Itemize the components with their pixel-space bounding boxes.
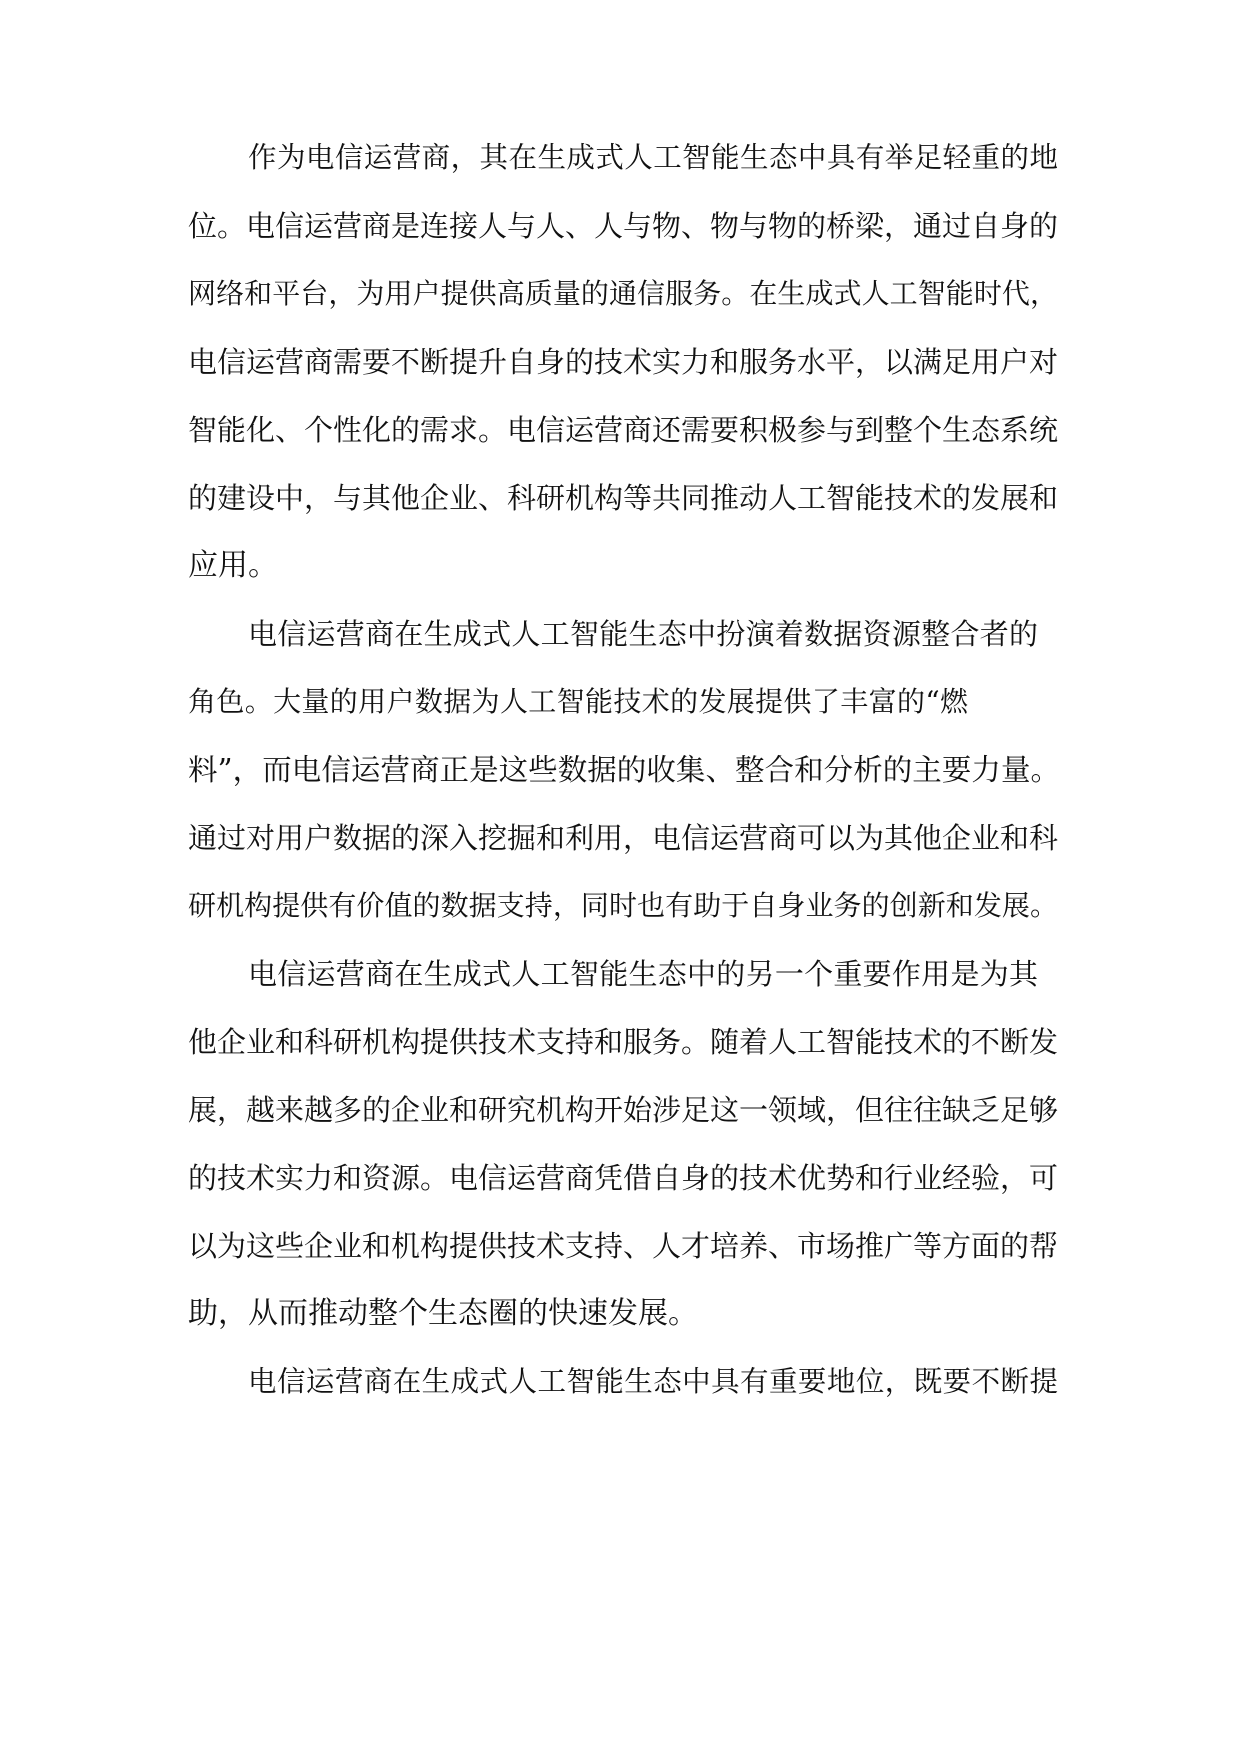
text-line: 电信运营商需要不断提升自身的技术实力和服务水平，以满足用户对 [188, 345, 1059, 379]
text-line: 展，越来越多的企业和研究机构开始涉足这一领域，但往往缺乏足够 [188, 1093, 1059, 1127]
text-line: 电信运营商在生成式人工智能生态中扮演着数据资源整合者的 [248, 617, 1038, 651]
text-line: 作为电信运营商，其在生成式人工智能生态中具有举足轻重的地 [248, 141, 1058, 174]
text-line: 网络和平台，为用户提供高质量的通信服务。在生成式人工智能时代， [188, 277, 1058, 310]
text-line: 他企业和科研机构提供技术支持和服务。随着人工智能技术的不断发 [188, 1025, 1059, 1059]
text-line: 以为这些企业和机构提供技术支持、人才培养、市场推广等方面的帮 [188, 1229, 1059, 1263]
text-line: 助，从而推动整个生态圈的快速发展。 [188, 1296, 698, 1331]
text-line: 研机构提供有价值的数据支持，同时也有助于自身业务的创新和发展。 [188, 889, 1058, 922]
text-line: 的技术实力和资源。电信运营商凭借自身的技术优势和行业经验，可 [188, 1161, 1059, 1195]
text-line: 应用。 [188, 548, 278, 583]
text-line: 位。电信运营商是连接人与人、人与物、物与物的桥梁，通过自身的 [188, 209, 1059, 243]
text-line: 料”，而电信运营商正是这些数据的收集、整合和分析的主要力量。 [188, 753, 1060, 787]
text-line: 角色。大量的用户数据为人工智能技术的发展提供了丰富的“燃 [188, 685, 968, 718]
text-line: 电信运营商在生成式人工智能生态中具有重要地位，既要不断提 [248, 1365, 1058, 1398]
text-line: 通过对用户数据的深入挖掘和利用，电信运营商可以为其他企业和科 [188, 821, 1059, 855]
text-line: 的建设中，与其他企业、科研机构等共同推动人工智能技术的发展和 [188, 481, 1059, 515]
text-line: 电信运营商在生成式人工智能生态中的另一个重要作用是为其 [248, 957, 1038, 991]
text-line: 智能化、个性化的需求。电信运营商还需要积极参与到整个生态系统 [188, 413, 1059, 447]
